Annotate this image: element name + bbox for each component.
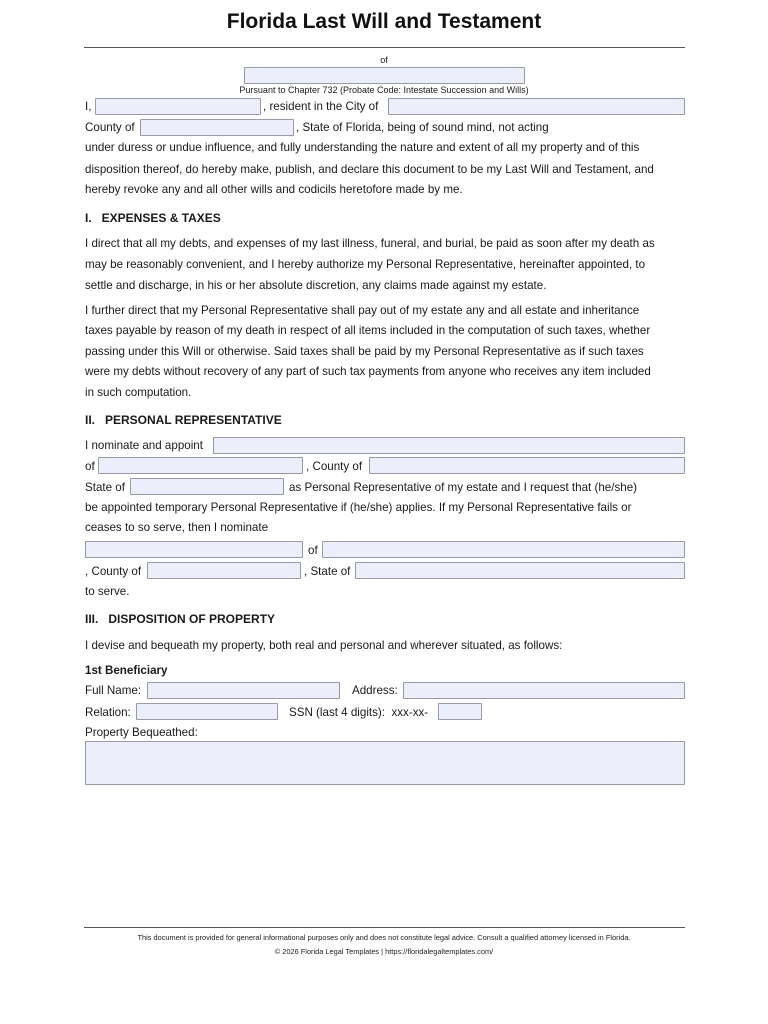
alternate-representative-city-field[interactable] xyxy=(322,541,685,558)
pursuant-statute: Pursuant to Chapter 732 (Probate Code: Intestate Succession and Wills) xyxy=(239,85,529,95)
paragraph-line: be appointed temporary Personal Representative if (he/she) applies. If my Personal Representative fails or xyxy=(85,501,632,514)
paragraph-line: taxes payable by reason of my death in respect of all items included in the computation of such taxes, whether xyxy=(85,324,651,337)
footer-disclaimer: This document is provided for general informational purposes only and does not constitute legal advice. Consult a qualified attorney licensed in Florida. xyxy=(137,933,631,942)
alternate-representative-county-field[interactable] xyxy=(147,562,301,579)
footer-copyright: © 2026 Florida Legal Templates | https://floridalegaltemplates.com/ xyxy=(274,947,494,956)
page-title: Florida Last Will and Testament xyxy=(226,10,542,33)
paragraph-line: I devise and bequeath my property, both real and personal and wherever situated, as follows: xyxy=(85,639,563,652)
beneficiary-ssn-field[interactable] xyxy=(438,703,482,720)
i-label: I, xyxy=(85,100,92,113)
paragraph-line: ceases to so serve, then I nominate xyxy=(85,521,269,534)
paragraph-line: in such computation. xyxy=(85,386,192,399)
county-field[interactable] xyxy=(140,119,294,136)
footer-divider xyxy=(84,927,685,928)
section-heading-disposition: III. DISPOSITION OF PROPERTY xyxy=(85,612,276,626)
section-heading-expenses: I. EXPENSES & TAXES xyxy=(85,211,221,225)
beneficiary-address-field[interactable] xyxy=(403,682,685,699)
representative-county-field[interactable] xyxy=(369,457,685,474)
paragraph-line: were my debts without recovery of any part of such tax payments from anyone who receives any item included xyxy=(85,365,651,378)
beneficiary-full-name-field[interactable] xyxy=(147,682,340,699)
state-text: , State of Florida, being of sound mind, not acting xyxy=(296,121,549,134)
property-bequeathed-textarea[interactable] xyxy=(85,741,685,785)
as-pr-label: as Personal Representative of my estate and I request that (he/she) xyxy=(289,481,638,494)
relation-label: Relation: xyxy=(85,706,131,719)
representative-city-field[interactable] xyxy=(98,457,303,474)
of-label: of xyxy=(85,460,95,473)
of-label: of xyxy=(380,55,388,65)
address-label: Address: xyxy=(352,684,398,697)
ssn-label: SSN (last 4 digits): xxx-xx- xyxy=(289,706,429,719)
section-heading-personal-representative: II. PERSONAL REPRESENTATIVE xyxy=(85,413,282,427)
paragraph-line: I further direct that my Personal Representative shall pay out of my estate any and all estate and inheritance xyxy=(85,304,640,317)
full-name-label: Full Name: xyxy=(85,684,142,697)
paragraph-line: I direct that all my debts, and expenses of my last illness, funeral, and burial, be paid as soon after my death as xyxy=(85,237,655,250)
of-label: of xyxy=(308,544,318,557)
nominate-label: I nominate and appoint xyxy=(85,439,203,452)
county-label: County of xyxy=(85,121,135,134)
resident-label: , resident in the City of xyxy=(263,100,379,113)
alternate-representative-name-field[interactable] xyxy=(85,541,303,558)
representative-name-field[interactable] xyxy=(213,437,685,454)
alternate-representative-state-field[interactable] xyxy=(355,562,685,579)
county-label: , County of xyxy=(85,565,142,578)
beneficiary-relation-field[interactable] xyxy=(136,703,278,720)
title-divider xyxy=(84,47,685,48)
paragraph-line: passing under this Will or otherwise. Said taxes shall be paid by my Personal Representative as if such taxes xyxy=(85,345,644,358)
property-bequeathed-label: Property Bequeathed: xyxy=(85,726,198,739)
state-label: State of xyxy=(85,481,125,494)
testator-name-field[interactable] xyxy=(95,98,261,115)
beneficiary-heading: 1st Beneficiary xyxy=(85,664,168,677)
county-label: , County of xyxy=(306,460,363,473)
to-serve-text: to serve. xyxy=(85,585,130,598)
paragraph-line: may be reasonably convenient, and I hereby authorize my Personal Representative, hereinafter appointed, to xyxy=(85,258,646,271)
testator-full-name-field[interactable] xyxy=(244,67,525,84)
paragraph-line: settle and discharge, in his or her absolute discretion, any claims made against my estate. xyxy=(85,279,547,292)
intro-line: disposition thereof, do hereby make, publish, and declare this document to be my Last Will and Testament, and xyxy=(85,163,654,176)
intro-line: under duress or undue influence, and fully understanding the nature and extent of all my property and of this xyxy=(85,141,640,154)
intro-line: hereby revoke any and all other wills and codicils heretofore made by me. xyxy=(85,183,463,196)
state-label: , State of xyxy=(304,565,351,578)
city-field[interactable] xyxy=(388,98,685,115)
representative-state-field[interactable] xyxy=(130,478,284,495)
